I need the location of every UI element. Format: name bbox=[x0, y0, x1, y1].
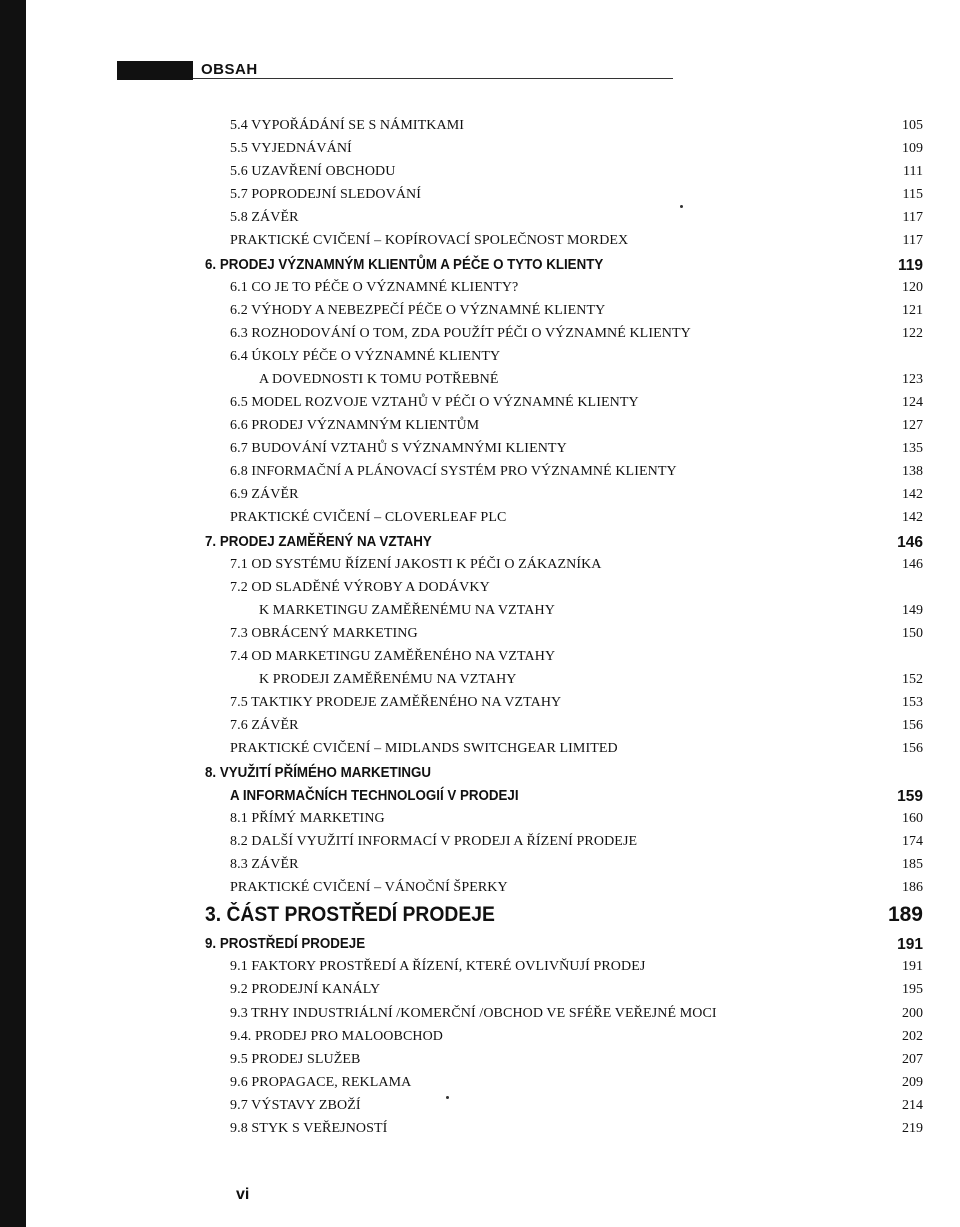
toc-entry bbox=[0, 649, 960, 671]
toc-page-number: 142 bbox=[902, 510, 923, 525]
toc-entry bbox=[0, 441, 960, 463]
toc-page-number: 219 bbox=[902, 1121, 923, 1136]
toc-entry-title: 6.7 BUDOVÁNÍ VZTAHŮ S VÝZNAMNÝMI KLIENTY bbox=[230, 441, 567, 456]
toc-entry bbox=[0, 626, 960, 648]
toc-page-number: 202 bbox=[902, 1029, 923, 1044]
toc-entry bbox=[0, 811, 960, 833]
toc-entry bbox=[0, 418, 960, 440]
toc-page-number: 120 bbox=[902, 280, 923, 295]
toc-page-number: 152 bbox=[902, 672, 923, 687]
toc-page-number: 207 bbox=[902, 1052, 923, 1067]
toc-page-number: 117 bbox=[902, 210, 923, 225]
toc-chapter bbox=[0, 936, 960, 958]
toc-entry-title: 9.3 TRHY INDUSTRIÁLNÍ /KOMERČNÍ /OBCHOD VE SFÉŘE VEŘEJNÉ MOCI bbox=[230, 1006, 717, 1021]
toc-page-number: 142 bbox=[902, 487, 923, 502]
toc-entry bbox=[0, 1121, 960, 1143]
toc-entry-title: 7.6 ZÁVĚR bbox=[230, 718, 299, 733]
toc-entry-title: 6.4 ÚKOLY PÉČE O VÝZNAMNÉ KLIENTY bbox=[230, 349, 501, 364]
toc-entry-title: PRAKTICKÉ CVIČENÍ – CLOVERLEAF PLC bbox=[230, 510, 507, 525]
toc-entry-title: 9.7 VÝSTAVY ZBOŽÍ bbox=[230, 1098, 361, 1113]
toc-entry-title: 7.4 OD MARKETINGU ZAMĚŘENÉHO NA VZTAHY bbox=[230, 649, 556, 664]
toc-entry bbox=[0, 1075, 960, 1097]
toc-page-number: 138 bbox=[902, 464, 923, 479]
toc-page-number: 135 bbox=[902, 441, 923, 456]
toc-entry-title: 9.8 STYK S VEŘEJNOSTÍ bbox=[230, 1121, 388, 1136]
toc-entry bbox=[0, 1052, 960, 1074]
toc-page-number: 105 bbox=[902, 118, 923, 133]
toc-entry-title: 5.4 VYPOŘÁDÁNÍ SE S NÁMITKAMI bbox=[230, 118, 465, 133]
toc-entry bbox=[0, 672, 960, 694]
toc-entry-title: 6.8 INFORMAČNÍ A PLÁNOVACÍ SYSTÉM PRO VÝZNAMNÉ KLIENTY bbox=[230, 464, 677, 479]
toc-page-number: 117 bbox=[902, 233, 923, 248]
toc-entry-title: 8.2 DALŠÍ VYUŽITÍ INFORMACÍ V PRODEJI A ŘÍZENÍ PRODEJE bbox=[230, 834, 638, 849]
toc-page-number: 189 bbox=[887, 903, 923, 926]
toc-page-number: 153 bbox=[902, 695, 923, 710]
toc-entry bbox=[0, 603, 960, 625]
toc-entry-title: 6.1 CO JE TO PÉČE O VÝZNAMNÉ KLIENTY? bbox=[230, 280, 519, 295]
toc-page-number: 159 bbox=[897, 788, 923, 805]
toc-page-number: 200 bbox=[902, 1006, 923, 1021]
toc-page-number: 146 bbox=[897, 534, 923, 551]
toc-page-number: 122 bbox=[902, 326, 923, 341]
toc-entry bbox=[0, 741, 960, 763]
toc-page-number: 195 bbox=[902, 982, 923, 997]
toc-entry-title: PRAKTICKÉ CVIČENÍ – KOPÍROVACÍ SPOLEČNOST MORDEX bbox=[230, 233, 629, 248]
toc-entry-title: 5.5 VYJEDNÁVÁNÍ bbox=[230, 141, 352, 156]
toc-entry bbox=[0, 1098, 960, 1120]
toc-page-number: 191 bbox=[902, 959, 923, 974]
toc-entry bbox=[0, 187, 960, 209]
scan-speck bbox=[446, 1096, 449, 1099]
toc-chapter bbox=[0, 257, 960, 279]
toc-entry-title: 7.5 TAKTIKY PRODEJE ZAMĚŘENÉHO NA VZTAHY bbox=[230, 695, 562, 710]
scan-speck bbox=[680, 205, 683, 208]
toc-chapter bbox=[0, 765, 960, 787]
toc-entry bbox=[0, 718, 960, 740]
toc-chapter bbox=[0, 534, 960, 556]
toc-page-number: 124 bbox=[902, 395, 923, 410]
toc-entry bbox=[0, 959, 960, 981]
toc-entry bbox=[0, 487, 960, 509]
toc-entry bbox=[0, 464, 960, 486]
toc-entry-title: 9.1 FAKTORY PROSTŘEDÍ A ŘÍZENÍ, KTERÉ OVLIVŇUJÍ PRODEJ bbox=[230, 959, 646, 974]
toc-entry-title: 5.7 POPRODEJNÍ SLEDOVÁNÍ bbox=[230, 187, 422, 202]
toc-entry bbox=[0, 1006, 960, 1028]
toc-chapter bbox=[0, 788, 960, 810]
toc-entry-title: 6.5 MODEL ROZVOJE VZTAHŮ V PÉČI O VÝZNAMNÉ KLIENTY bbox=[230, 395, 639, 410]
toc-entry-title: 6.9 ZÁVĚR bbox=[230, 487, 299, 502]
toc-entry-title: 9.4. PRODEJ PRO MALOOBCHOD bbox=[230, 1029, 444, 1044]
toc-page-number: 115 bbox=[902, 187, 923, 202]
toc-entry bbox=[0, 880, 960, 902]
toc-entry-title: 6.3 ROZHODOVÁNÍ O TOM, ZDA POUŽÍT PÉČI O VÝZNAMNÉ KLIENTY bbox=[230, 326, 691, 341]
toc-entry-title: 5.8 ZÁVĚR bbox=[230, 210, 299, 225]
toc-entry bbox=[0, 580, 960, 602]
toc-entry bbox=[0, 141, 960, 163]
toc-page-number: 146 bbox=[902, 557, 923, 572]
toc-page-number: 119 bbox=[897, 257, 923, 274]
toc-entry-title: A INFORMAČNÍCH TECHNOLOGIÍ V PRODEJI bbox=[230, 788, 519, 804]
toc-entry bbox=[0, 1029, 960, 1051]
toc-page-number: 185 bbox=[902, 857, 923, 872]
page-number: vi bbox=[236, 1186, 250, 1203]
toc-entry bbox=[0, 164, 960, 186]
toc-entry-title: 7. PRODEJ ZAMĚŘENÝ NA VZTAHY bbox=[205, 534, 432, 550]
toc-page-number: 191 bbox=[897, 936, 923, 953]
toc-page-number: 174 bbox=[902, 834, 923, 849]
toc-entry-title: 6.2 VÝHODY A NEBEZPEČÍ PÉČE O VÝZNAMNÉ KLIENTY bbox=[230, 303, 606, 318]
toc-page-number: 186 bbox=[902, 880, 923, 895]
toc-page-number: 214 bbox=[902, 1098, 923, 1113]
toc-entry-title: 7.1 OD SYSTÉMU ŘÍZENÍ JAKOSTI K PÉČI O ZÁKAZNÍKA bbox=[230, 557, 602, 572]
toc-part bbox=[0, 903, 960, 928]
toc-entry-title: A DOVEDNOSTI K TOMU POTŘEBNÉ bbox=[259, 372, 499, 387]
toc-page-number: 123 bbox=[902, 372, 923, 387]
toc-entry-title: 8.1 PŘÍMÝ MARKETING bbox=[230, 811, 385, 826]
toc-entry-title: 5.6 UZAVŘENÍ OBCHODU bbox=[230, 164, 396, 179]
toc-page-number: 149 bbox=[902, 603, 923, 618]
toc-entry bbox=[0, 510, 960, 532]
toc-entry bbox=[0, 280, 960, 302]
header-title: OBSAH bbox=[201, 61, 258, 78]
toc-page-number: 209 bbox=[902, 1075, 923, 1090]
toc-entry-title: 3. ČÁST PROSTŘEDÍ PRODEJE bbox=[205, 903, 495, 926]
toc-entry bbox=[0, 857, 960, 879]
toc-entry-title: 9.6 PROPAGACE, REKLAMA bbox=[230, 1075, 412, 1090]
toc-page-number: 160 bbox=[902, 811, 923, 826]
toc-page-number: 156 bbox=[902, 741, 923, 756]
toc-entry bbox=[0, 349, 960, 371]
toc-page-number: 150 bbox=[902, 626, 923, 641]
toc-entry-title: K PRODEJI ZAMĚŘENÉMU NA VZTAHY bbox=[259, 672, 517, 687]
toc-entry-title: 9.2 PRODEJNÍ KANÁLY bbox=[230, 982, 381, 997]
toc-page-number: 109 bbox=[902, 141, 923, 156]
toc-page-number: 127 bbox=[902, 418, 923, 433]
toc-entry-title: 8. VYUŽITÍ PŘÍMÉHO MARKETINGU bbox=[205, 765, 432, 781]
toc-entry bbox=[0, 303, 960, 325]
toc-entry bbox=[0, 372, 960, 394]
toc-entry bbox=[0, 326, 960, 348]
toc-entry bbox=[0, 118, 960, 140]
toc-entry-title: PRAKTICKÉ CVIČENÍ – MIDLANDS SWITCHGEAR LIMITED bbox=[230, 741, 618, 756]
toc-entry bbox=[0, 695, 960, 717]
toc-entry-title: 8.3 ZÁVĚR bbox=[230, 857, 299, 872]
toc-entry-title: K MARKETINGU ZAMĚŘENÉMU NA VZTAHY bbox=[259, 603, 555, 618]
toc-entry-title: 7.3 OBRÁCENÝ MARKETING bbox=[230, 626, 418, 641]
toc-page-number: 121 bbox=[902, 303, 923, 318]
toc-entry-title: 6. PRODEJ VÝZNAMNÝM KLIENTŮM A PÉČE O TYTO KLIENTY bbox=[205, 257, 604, 273]
toc-entry bbox=[0, 233, 960, 255]
toc-entry bbox=[0, 210, 960, 232]
toc-entry bbox=[0, 834, 960, 856]
toc-entry bbox=[0, 982, 960, 1004]
toc-page-number: 111 bbox=[903, 164, 923, 179]
toc-entry bbox=[0, 557, 960, 579]
toc-entry-title: 9.5 PRODEJ SLUŽEB bbox=[230, 1052, 361, 1067]
toc-entry-title: PRAKTICKÉ CVIČENÍ – VÁNOČNÍ ŠPERKY bbox=[230, 880, 508, 895]
toc-entry-title: 6.6 PRODEJ VÝZNAMNÝM KLIENTŮM bbox=[230, 418, 480, 433]
toc-entry bbox=[0, 395, 960, 417]
toc-page-number: 156 bbox=[902, 718, 923, 733]
toc-entry-title: 9. PROSTŘEDÍ PRODEJE bbox=[205, 936, 366, 952]
toc-entry-title: 7.2 OD SLADĚNÉ VÝROBY A DODÁVKY bbox=[230, 580, 490, 595]
